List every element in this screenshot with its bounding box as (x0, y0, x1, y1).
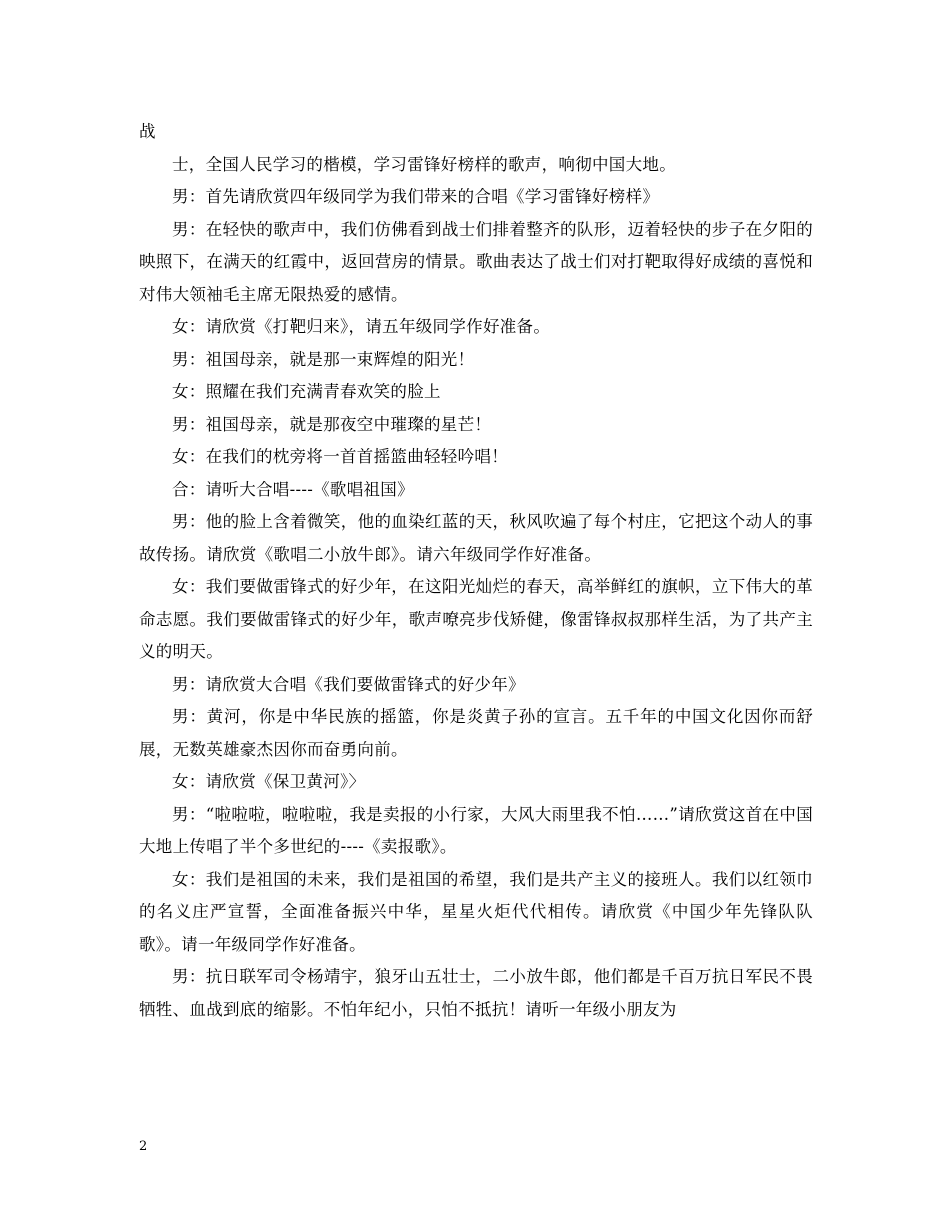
paragraph: 合：请听大合唱----《歌唱祖国》 (172, 479, 414, 499)
paragraph: 男：黄河，你是中华民族的摇篮，你是炎黄子孙的宣言。五千年的中国文化因你而舒展，无数英雄豪杰因你而奋勇向前。 (139, 707, 813, 759)
paragraph: 男：抗日联军司令杨靖宇，狼牙山五壮士，二小放牛郎，他们都是千百万抗日军民不畏牺牲、血战到底的缩影。不怕年纪小，只怕不抵抗！请听一年级小朋友为 (139, 967, 813, 1019)
paragraph: 男：“啦啦啦，啦啦啦，我是卖报的小行家，大风大雨里我不怕……”请欣赏这首在中国大地上传唱了半个多世纪的----《卖报歌》。 (139, 804, 813, 856)
paragraph: 女：在我们的枕旁将一首首摇篮曲轻轻吟唱！ (172, 447, 508, 466)
paragraph: 男：请欣赏大合唱《我们要做雷锋式的好少年》 (172, 674, 525, 694)
paragraph: 士，全国人民学习的楷模，学习雷锋好榜样的歌声，响彻中国大地。 (172, 154, 676, 174)
paragraph: 战 (139, 122, 156, 141)
paragraph: 女：照耀在我们充满青春欢笑的脸上 (172, 382, 441, 401)
paragraph: 男：在轻快的歌声中，我们仿佛看到战士们排着整齐的队形，迈着轻快的步子在夕阳的映照下，在满天的红霞中，返回营房的情景。歌曲表达了战士们对打靶取得好成绩的喜悦和对伟大领袖毛主席无限热爱的感情。 (139, 219, 813, 304)
document-body (139, 116, 813, 1026)
paragraph: 女：我们是祖国的未来，我们是祖国的希望，我们是共产主义的接班人。我们以红领巾的名义庄严宣誓，全面准备振兴中华，星星火炬代代相传。请欣赏《中国少年先锋队队歌》。请一年级同学作好准备。 (139, 869, 813, 954)
paragraph: 女：请欣赏《保卫黄河》〉 (172, 772, 366, 791)
paragraph: 女：请欣赏《打靶归来》，请五年级同学作好准备。 (172, 317, 551, 336)
paragraph: 男：祖国母亲，就是那一束辉煌的阳光！ (172, 349, 475, 369)
paragraph: 男：他的脸上含着微笑，他的血染红蓝的天，秋风吹遍了每个村庄，它把这个动人的事故传扬。请欣赏《歌唱二小放牛郎》。请六年级同学作好准备。 (139, 512, 813, 564)
paragraph: 女：我们要做雷锋式的好少年，在这阳光灿烂的春天，高举鲜红的旗帜，立下伟大的革命志愿。我们要做雷锋式的好少年，歌声嘹亮步伐矫健，像雷锋叔叔那样生活，为了共产主义的明天。 (139, 577, 813, 661)
paragraph: 男：首先请欣赏四年级同学为我们带来的合唱《学习雷锋好榜样》 (172, 187, 660, 206)
paragraph: 男：祖国母亲，就是那夜空中璀璨的星芒！ (172, 414, 492, 434)
page-number: 2 (139, 1139, 148, 1154)
